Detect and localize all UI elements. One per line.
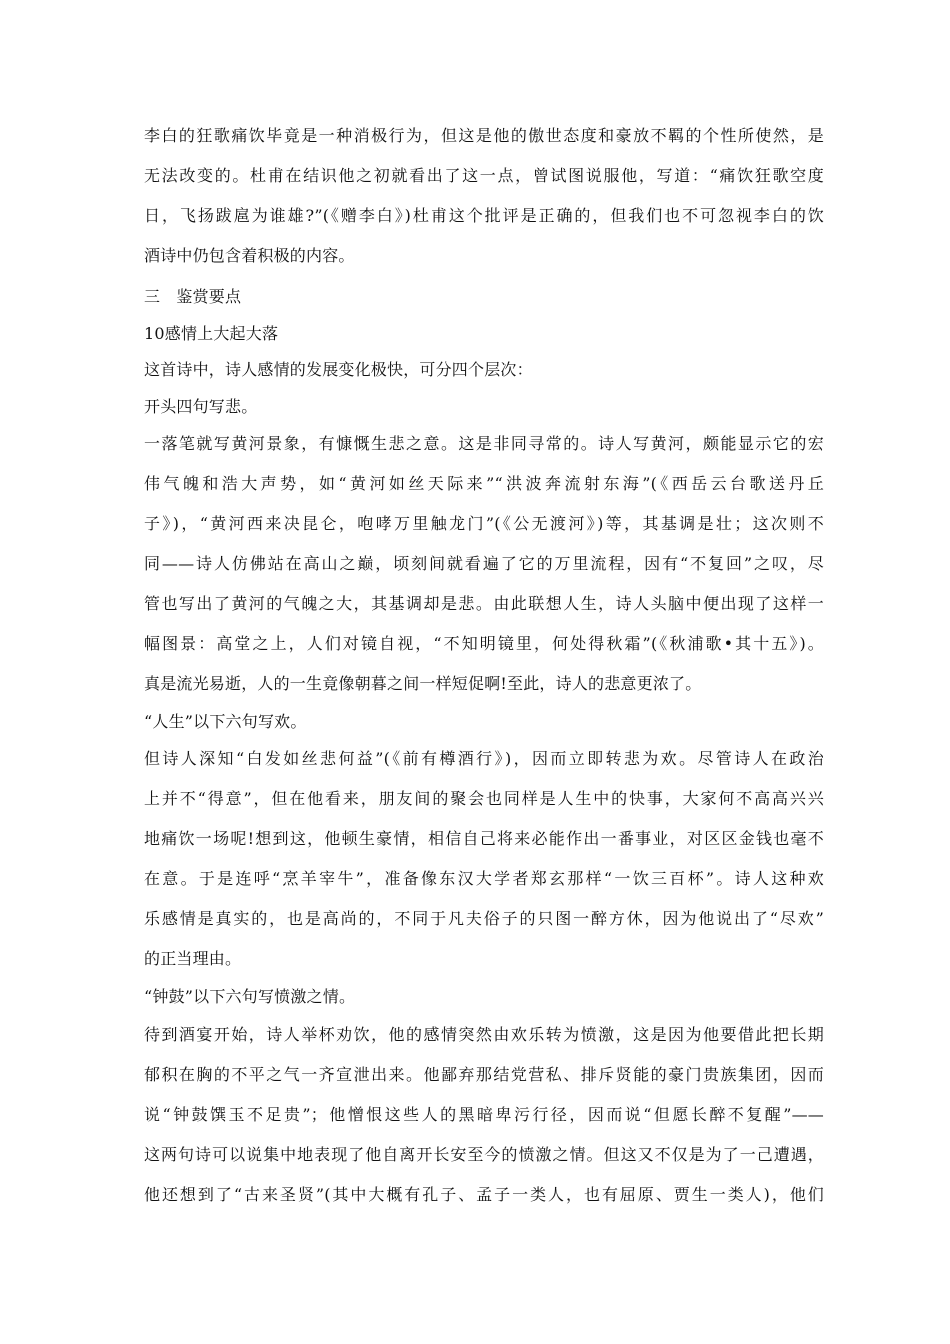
part-3-title: “钟鼓”以下六句写愤激之情。 [144,987,356,1006]
part-2-title: “人生”以下六句写欢。 [144,712,307,731]
paragraph-2-line-7: 真是流光易逝，人的一生竟像朝暮之间一样短促啊!至此，诗人的悲意更浓了。 [144,674,702,693]
part-1-title: 开头四句写悲。 [144,397,258,416]
paragraph-1-line-1: 李白的狂歌痛饮毕竟是一种消极行为，但这是他的傲世态度和豪放不羁的个性所使然，是 [144,126,824,145]
paragraph-2-line-5: 管也写出了黄河的气魄之大，其基调却是悲。由此联想人生，诗人头脑中便出现了这样一 [144,594,824,613]
paragraph-1-line-4: 酒诗中仍包含着积极的内容。 [144,246,355,265]
paragraph-2-line-1: 一落笔就写黄河景象，有慷慨生悲之意。这是非同寻常的。诗人写黄河，颇能显示它的宏 [144,434,824,453]
paragraph-2-line-4: 同——诗人仿佛站在高山之巅，顷刻间就看遍了它的万里流程，因有“不复回”之叹，尽 [144,554,824,573]
paragraph-3-line-2: 上并不“得意”，但在他看来，朋友间的聚会也同样是人生中的快事，大家何不高高兴兴 [144,789,824,808]
section-heading: 三 鉴赏要点 [144,287,242,306]
paragraph-3-line-1: 但诗人深知“白发如丝悲何益”(《前有樽酒行》)，因而立即转悲为欢。尽管诗人在政治 [144,749,824,768]
paragraph-3-line-5: 乐感情是真实的，也是高尚的，不同于凡夫俗子的只图一醉方休，因为他说出了“尽欢” [144,909,824,928]
paragraph-3-line-6: 的正当理由。 [144,949,242,968]
paragraph-4-line-4: 这两句诗可以说集中地表现了他自离开长安至今的愤激之情。但这又不仅是为了一己遭遇， [144,1145,824,1164]
paragraph-3-line-3: 地痛饮一场呢!想到这，他顿生豪情，相信自己将来必能作出一番事业，对区区金钱也毫不 [144,829,824,848]
paragraph-1-line-3: 日，飞扬跋扈为谁雄?”(《赠李白》)杜甫这个批评是正确的，但我们也不可忽视李白的饮 [144,206,824,225]
paragraph-4-line-2: 郁积在胸的不平之气一齐宣泄出来。他鄙弃那结党营私、排斥贤能的豪门贵族集团，因而 [144,1065,824,1084]
paragraph-1-line-2: 无法改变的。杜甫在结识他之初就看出了这一点，曾试图说服他，写道：“痛饮狂歌空度 [144,166,824,185]
intro-text: 这首诗中，诗人感情的发展变化极快，可分四个层次： [144,360,533,379]
paragraph-4-line-5: 他还想到了“古来圣贤”(其中大概有孔子、孟子一类人，也有屈原、贾生一类人)，他们 [144,1185,824,1204]
paragraph-2-line-3: 子》)，“黄河西来决昆仑，咆哮万里触龙门”(《公无渡河》)等，其基调是壮；这次则不 [144,514,824,533]
paragraph-4-line-1: 待到酒宴开始，诗人举杯劝饮，他的感情突然由欢乐转为愤激，这是因为他要借此把长期 [144,1025,824,1044]
paragraph-2-line-2: 伟气魄和浩大声势，如“黄河如丝天际来”“洪波奔流射东海”(《西岳云台歌送丹丘 [144,474,824,493]
paragraph-2-line-6: 幅图景：高堂之上，人们对镜自视，“不知明镜里，何处得秋霜”(《秋浦歌•其十五》)。 [144,634,824,653]
subheading: 10感情上大起大落 [144,324,279,343]
paragraph-4-line-3: 说“钟鼓馔玉不足贵”；他憎恨这些人的黑暗卑污行径，因而说“但愿长醉不复醒”—— [144,1105,824,1124]
paragraph-3-line-4: 在意。于是连呼“烹羊宰牛”，准备像东汉大学者郑玄那样“一饮三百杯”。诗人这种欢 [144,869,824,888]
